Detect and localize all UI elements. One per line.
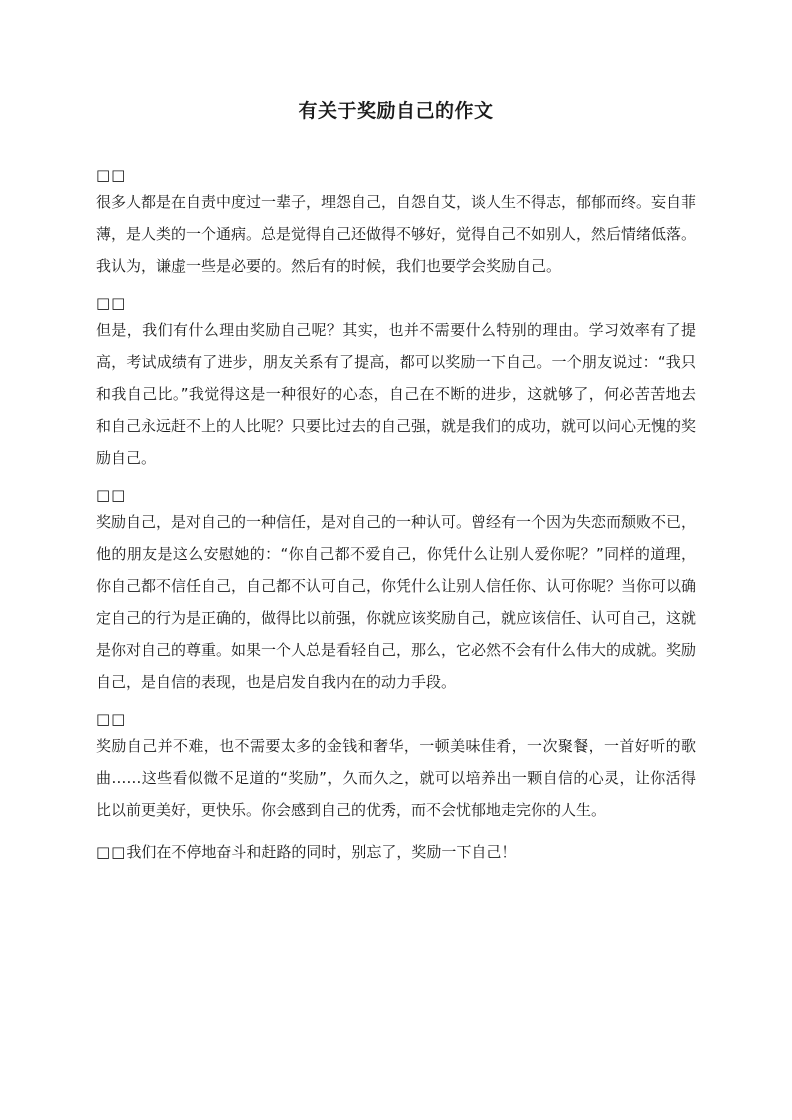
closing-paragraph [96,836,696,868]
paragraph-marker: □□ [96,486,127,504]
closing-text: 我们在不停地奋斗和赶路的同时，别忘了，奖励一下自己！ [126,843,517,861]
paragraph-marker: □□ [96,843,127,861]
paragraph-section [96,708,696,826]
document-body [96,164,696,868]
document-title: 有关于奖励自己的作文 [298,100,494,122]
paragraph-section [96,292,696,474]
paragraph-marker: □□ [96,166,127,184]
paragraph-text: 奖励自己，是对自己的一种信任，是对自己的一种认可。曾经有一个因为失恋而颓败不已，他的朋友是这么安慰她的：“你自己都不爱自己，你凭什么让别人爱你呢？”同样的道理，你自己都不信任自己，自己都不认可自己，你凭什么让别人信任你、认可你呢？当你可以确定自己的行为是正确的，做得比以前强，你就应该奖励自己，就应该信任、认可自己，这就是你对自己的尊重。如果一个人总是看轻自己，那么，它必然不会有什么伟大的成就。奖励自己，是自信的表现，也是启发自我内在的动力手段。 [96,513,697,691]
paragraph-text: 很多人都是在自责中度过一辈子，埋怨自己，自怨自艾，谈人生不得志，郁郁而终。妄自菲薄，是人类的一个通病。总是觉得自己还做得不够好，觉得自己不如别人，然后情绪低落。我认为，谦虚一些是必要的。然后有的时候，我们也要学会奖励自己。 [96,193,697,275]
paragraph-marker: □□ [96,294,127,312]
paragraph-text: 但是，我们有什么理由奖励自己呢？其实，也并不需要什么特别的理由。学习效率有了提高，考试成绩有了进步，朋友关系有了提高，都可以奖励一下自己。一个朋友说过：“我只和我自己比。”我觉得这是一种很好的心态，自己在不断的进步，这就够了，何必苦苦地去和自己永远赶不上的人比呢？只要比过去的自己强，就是我们的成功，就可以问心无愧的奖励自己。 [96,321,697,467]
paragraph-text: 奖励自己并不难，也不需要太多的金钱和奢华，一顿美味佳肴，一次聚餐，一首好听的歌曲……这些看似微不足道的“奖励”，久而久之，就可以培养出一颗自信的心灵，让你活得比以前更美好，更快乐。你会感到自己的优秀，而不会忧郁地走完你的人生。 [96,737,696,819]
paragraph-section [96,484,696,698]
paragraph-section [96,164,696,282]
paragraph-marker: □□ [96,710,127,728]
